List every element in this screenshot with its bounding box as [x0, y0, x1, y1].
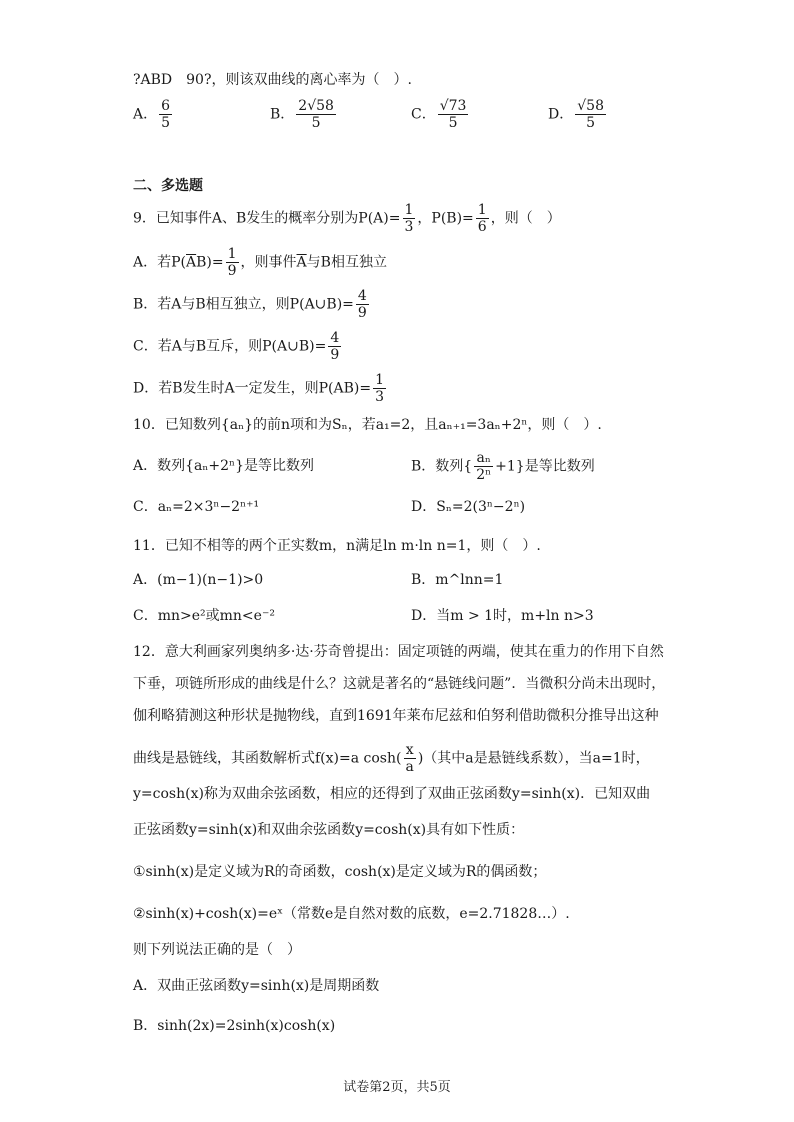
- q8-option-c: C． $\frac{√73}{5}$: [411, 98, 467, 131]
- q11-stem: 11．已知不相等的两个正实数m，n满足ln m·ln n=1，则（ ）.: [133, 538, 541, 554]
- q12-line-9: 则下列说法正确的是（ ）: [133, 942, 301, 958]
- q11-option-d: D．当m > 1时，m+ln n>3: [411, 608, 594, 624]
- q12-line-3: 伽利略猜测这种形状是抛物线，直到1691年莱布尼兹和伯努利借助微积分推导出这种: [133, 708, 659, 724]
- q11-option-b: B．m^lnn=1: [411, 572, 504, 588]
- q8-option-a: A． $\frac{6}{5}$: [133, 98, 171, 131]
- q12-line-1: 12．意大利画家列奥纳多·达·芬奇曾提出：固定项链的两端，使其在重力的作用下自然: [133, 644, 664, 660]
- q12-line-2: 下垂，项链所形成的曲线是什么？这就是著名的“悬链线问题”．当微积分尚未出现时，: [133, 676, 666, 692]
- section-title: 二、多选题: [133, 178, 203, 194]
- q11-option-c: C．mn>e²或mn<e⁻²: [133, 608, 275, 624]
- q9-option-a: A．若$P(\overline{A}B)=$ $\frac{1}{9}$ ，则事件$\overline{A}$与B相互独立: [133, 246, 387, 279]
- q10-stem: 10．已知数列{aₙ}的前n项和为Sₙ，若a₁=2，且aₙ₊₁=3aₙ+2ⁿ，则（ ）.: [133, 417, 602, 433]
- q8-option-d: D． $\frac{√58}{5}$: [548, 98, 604, 131]
- q9-option-d: D．若B发生时A一定发生，则P(AB)= $\frac{1}{3}$: [133, 372, 385, 405]
- q8-stem-end: ?ABD 90?，则该双曲线的离心率为（ ）.: [133, 72, 412, 88]
- q12-line-6: 正弦函数y=sinh(x)和双曲余弦函数y=cosh(x)具有如下性质：: [133, 822, 525, 838]
- q9-option-c: C．若A与B互斥，则P(A∪B)= $\frac{4}{9}$: [133, 330, 340, 363]
- q12-line-8: ②sinh(x)+cosh(x)=eˣ（常数e是自然对数的底数，e=2.71828…）.: [133, 906, 570, 922]
- q10-option-c: C．aₙ=2×3ⁿ−2ⁿ⁺¹: [133, 499, 260, 515]
- q12-line-7: ①sinh(x)是定义域为R的奇函数，cosh(x)是定义域为R的偶函数；: [133, 864, 547, 880]
- q12-line-4: 曲线是悬链线，其函数解析式f(x)=a cosh( $\frac{x}{a}$ )（其中a是悬链线系数），当a=1时，: [133, 742, 650, 775]
- q12-option-b: B．sinh(2x)=2sinh(x)cosh(x): [133, 1018, 336, 1034]
- q12-option-a: A．双曲正弦函数y=sinh(x)是周期函数: [133, 978, 380, 994]
- q8-option-b: B． $\frac{2√58}{5}$: [270, 98, 334, 131]
- q10-option-a: A．数列{aₙ+2ⁿ}是等比数列: [133, 458, 315, 474]
- q10-option-b: B．数列{ $\frac{\text{aₙ}}{\text{2ⁿ}}$ +1}是等比数列: [411, 450, 595, 483]
- q12-line-5: y=cosh(x)称为双曲余弦函数，相应的还得到了双曲正弦函数y=sinh(x)．已知双曲: [133, 786, 651, 802]
- q10-option-d: D．Sₙ=2(3ⁿ−2ⁿ): [411, 499, 526, 515]
- q9-stem: 9．已知事件A、B发生的概率分别为P(A)= $\frac{1}{3}$ ，P(B)= $\frac{1}{6}$ ，则（ ）: [133, 202, 561, 235]
- page-footer: 试卷第2页，共5页: [343, 1080, 451, 1095]
- q11-option-a: A．(m−1)(n−1)>0: [133, 572, 264, 588]
- q9-option-b: B．若A与B相互独立，则P(A∪B)= $\frac{4}{9}$: [133, 288, 367, 321]
